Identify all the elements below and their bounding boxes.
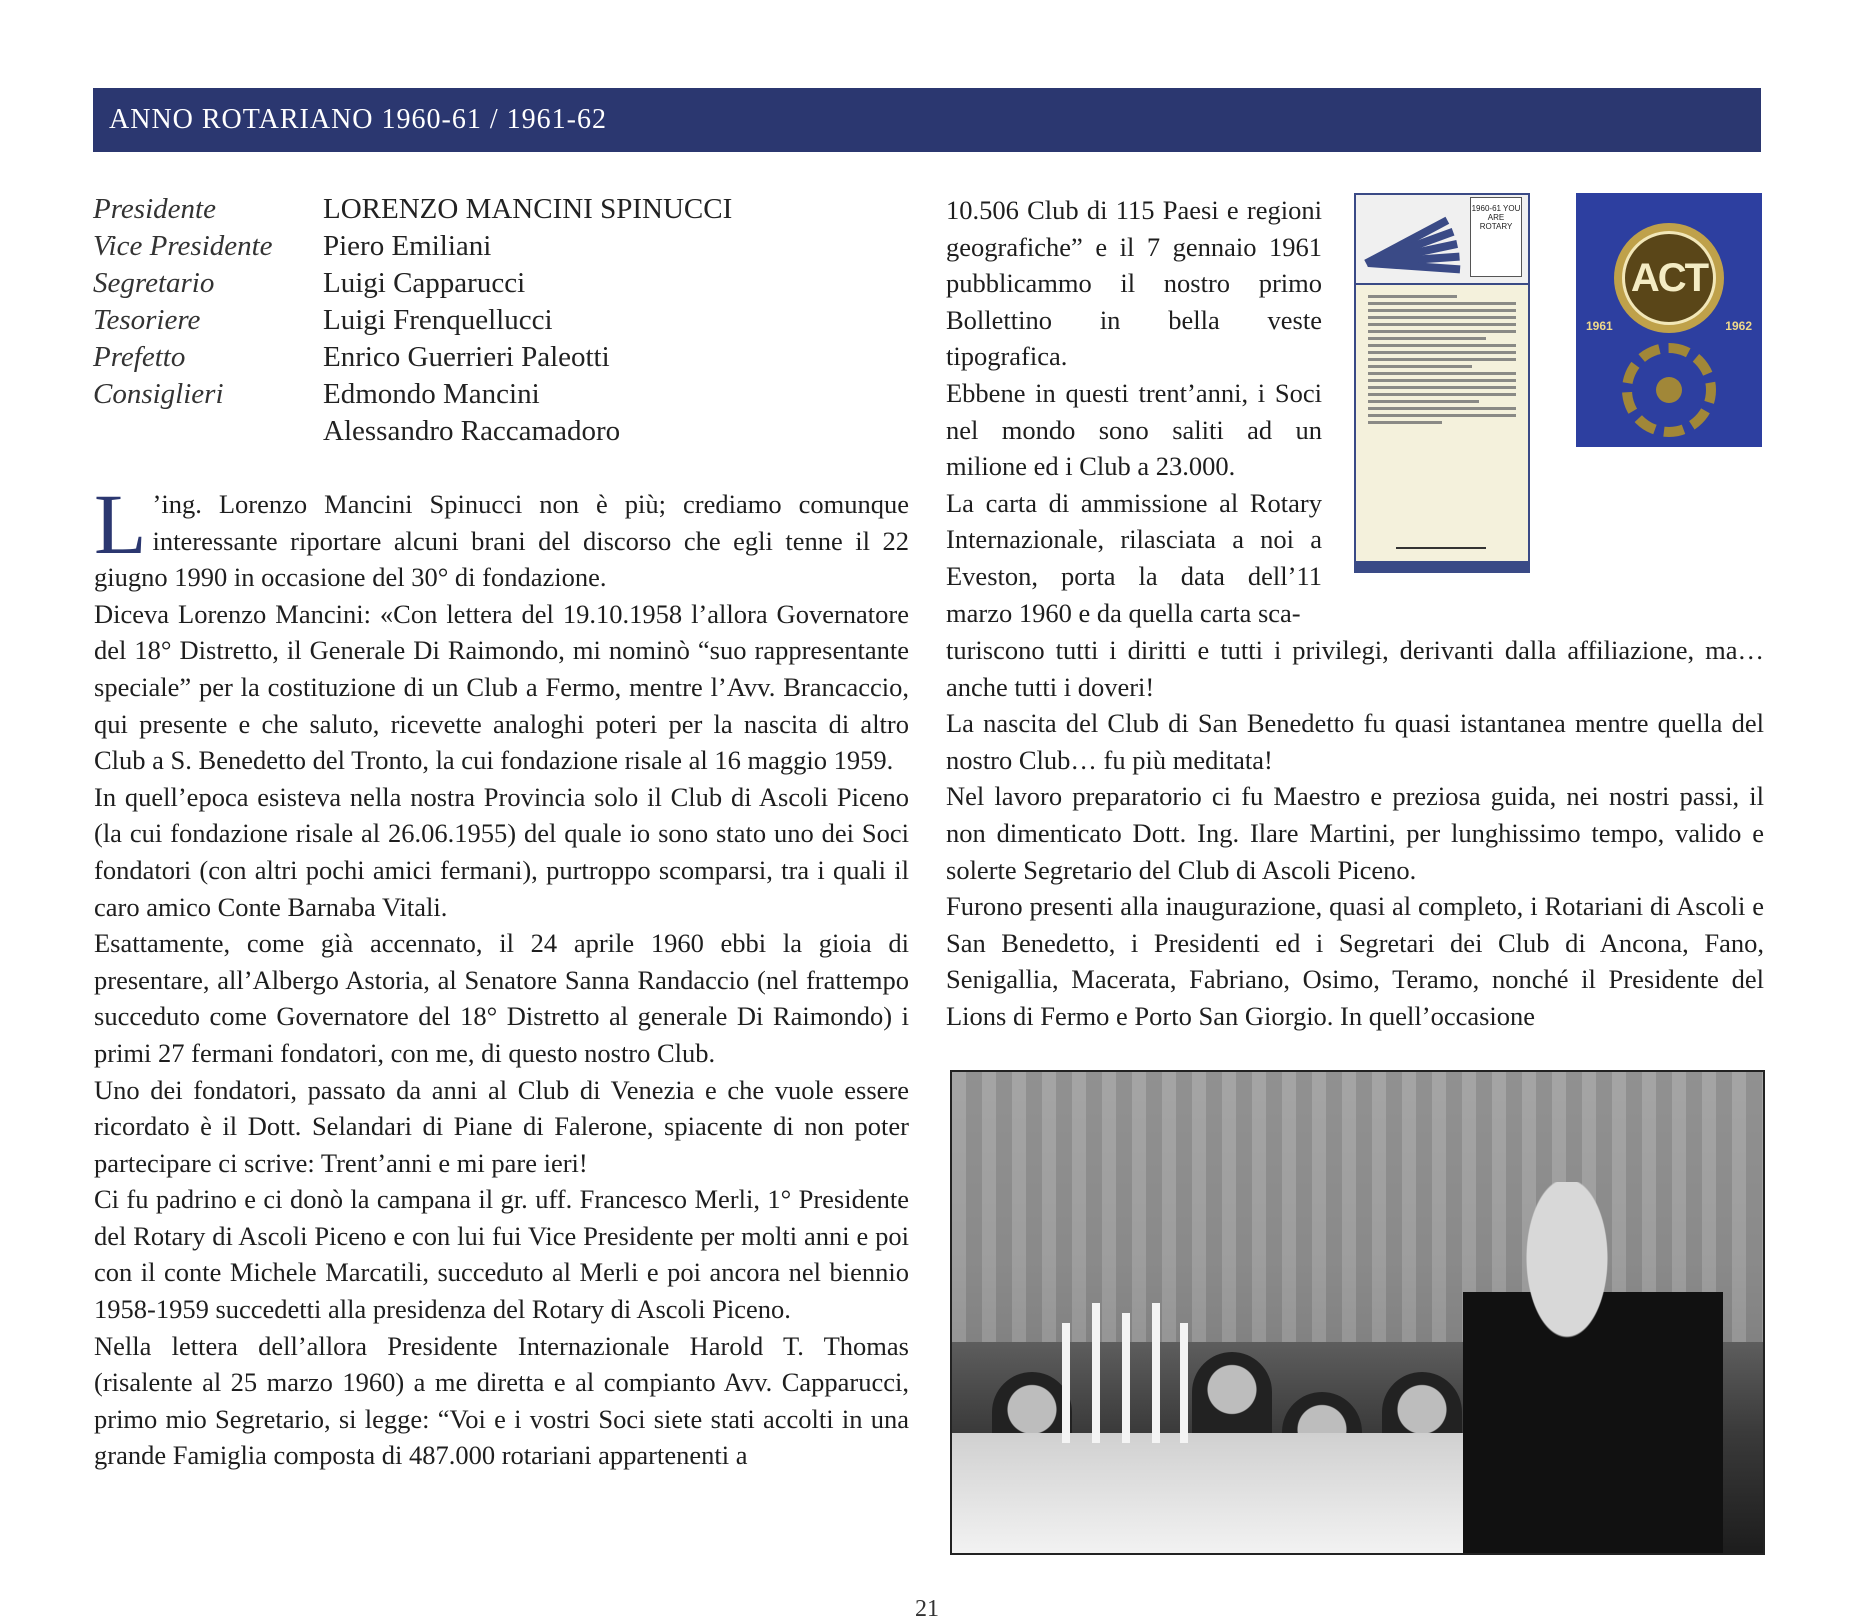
photo-candle: [1122, 1313, 1130, 1443]
paragraph: turiscono tutti i diritti e tutti i privilegi, derivanti dalla affiliazione, ma… anche tutti i doveri!: [946, 635, 1764, 702]
drop-cap: L: [94, 476, 147, 572]
paragraph: Nella lettera dell’allora Presidente Internazionale Harold T. Thomas (risalente al 25 marzo 1960) a me diretta e al compianto Avv. Capparucci, primo mio Segretario, si legge: “Voi e i vostri Soci siete stati accolti in una grande Famiglia composta di 487.000 rotariani appartenenti a: [94, 1330, 909, 1471]
left-text-column: [94, 476, 909, 1474]
banquet-photo: [950, 1070, 1765, 1555]
bulletin-letter-image: [1354, 193, 1530, 573]
photo-table: [952, 1433, 1512, 1553]
signature-icon: [1396, 527, 1486, 549]
paragraph: 10.506 Club di 115 Paesi e regioni geografiche” e il 7 gennaio 1961 pubblicammo il nostro primo Bollettino in bella veste tipografica.: [946, 195, 1322, 372]
section-title: ANNO ROTARIANO 1960-61 / 1961-62: [109, 104, 607, 135]
photo-candle: [1180, 1323, 1188, 1443]
officer-role: Consiglieri: [93, 378, 224, 410]
paragraph: Ci fu padrino e ci donò la campana il gr. uff. Francesco Merli, 1° Presidente del Rotary di Ascoli Piceno e con lui fui Vice Presidente per molti anni e poi con il conte Michele Marcatili, succeduto al Merli e poi ancora nel biennio 1958-1959 succedetti alla presidenza del Rotary di Ascoli Piceno.: [94, 1184, 909, 1325]
photo-candle: [1152, 1303, 1160, 1443]
paragraph: La carta di ammissione al Rotary Internazionale, rilasciata a noi a Eveston, porta la data dell’11 marzo 1960 e da quella carta sca-: [946, 487, 1322, 628]
paragraph: Esattamente, come già accennato, il 24 aprile 1960 ebbi la gioia di presentare, all’Albergo Astoria, al Senatore Sanna Randaccio (nel frattempo succeduto come Governatore del 18° Distretto al generale Di Raimondo) i primi 27 fermani fondatori, con me, di questo nostro Club.: [94, 928, 909, 1068]
paragraph: Diceva Lorenzo Mancini: «Con lettera del 19.10.1958 l’allora Governatore del 18° Distretto, il Generale Di Raimondo, mi nominò “suo rappresentante speciale” per la costituzione di un Club a Fermo, mentre l’Avv. Brancaccio, qui presente e che saluto, ricevette analoghi poteri per la nascita di altro Club a S. Benedetto del Tronto, la cui fondazione risale al 16 maggio 1959.: [94, 598, 909, 776]
bulletin-footer-bar: [1356, 561, 1528, 571]
paragraph: Furono presenti alla inaugurazione, quasi al completo, i Rotariani di Ascoli e San Benedetto, i Presidenti ed i Segretari dei Club di Ancona, Fano, Senigallia, Macerata, Fabriano, Osimo, Teramo, nonché il Presidente del Lions di Fermo e Porto San Giorgio. In quell’occasione: [946, 891, 1764, 1031]
officer-role: Tesoriere: [93, 304, 201, 336]
officer-role: Vice Presidente: [93, 230, 273, 262]
booklet-fan-icon: [1368, 211, 1464, 267]
paragraph: In quell’epoca esisteva nella nostra Provincia solo il Club di Ascoli Piceno (la cui fondazione risale al 26.06.1955) del quale io sono stato uno dei Soci fondatori (con altri pochi amici fermani), purtroppo scomparsi, tra i quali il caro amico Conte Barnaba Vitali.: [94, 781, 909, 922]
act-logo-text: ACT: [1630, 255, 1708, 300]
act-emblem-inner: [1622, 231, 1716, 325]
paragraph: La nascita del Club di San Benedetto fu quasi istantanea mentre quella del nostro Club… fu più meditata!: [946, 708, 1764, 775]
officer-role: Prefetto: [93, 341, 186, 373]
act-year-right: 1962: [1725, 319, 1752, 333]
paragraph: Ebbene in questi trent’anni, i Soci nel mondo sono saliti ad un milione ed i Club a 23.000.: [946, 377, 1322, 482]
booklet-cover: 1960-61 YOU ARE ROTARY: [1470, 197, 1522, 277]
section-header-bar: [93, 88, 1761, 152]
photo-speaker: [1463, 1182, 1723, 1555]
officer-role: Segretario: [93, 267, 215, 299]
paragraph: [94, 476, 909, 596]
paragraph-text: ’ing. Lorenzo Mancini Spinucci non è più; crediamo comunque interessante riportare alcuni brani del discorso che egli tenne il 22 giugno 1990 in occasione del 30° di fondazione.: [94, 489, 909, 593]
page-number: 21: [915, 1596, 939, 1622]
photo-candle: [1092, 1303, 1100, 1443]
officer-name: Piero Emiliani: [323, 230, 492, 262]
right-text-column-top: [946, 192, 1322, 631]
paragraph: Nel lavoro preparatorio ci fu Maestro e preziosa guida, nei nostri passi, il non dimenticato Dott. Ing. Ilare Martini, per lunghissimo tempo, valido e solerte Segretario del Club di Ascoli Piceno.: [946, 781, 1764, 885]
officer-role: Presidente: [93, 193, 216, 225]
rotary-wheel-icon: [1622, 343, 1716, 437]
officer-name: Alessandro Raccamadoro: [323, 415, 621, 447]
officer-name: Luigi Capparucci: [323, 267, 526, 299]
act-year-left: 1961: [1586, 319, 1613, 333]
photo-candle: [1062, 1323, 1070, 1443]
officer-name: LORENZO MANCINI SPINUCCI: [323, 193, 733, 225]
officers-list: [93, 192, 893, 449]
officer-name: Enrico Guerrieri Paleotti: [323, 341, 610, 373]
officer-role: [93, 414, 323, 449]
officer-name: Luigi Frenquellucci: [323, 304, 553, 336]
act-logo: [1576, 193, 1762, 447]
officer-name: Edmondo Mancini: [323, 378, 540, 410]
right-text-column-bottom: [946, 632, 1764, 1035]
act-emblem: [1614, 223, 1724, 333]
letter-body-lines: [1356, 285, 1528, 438]
paragraph: Uno dei fondatori, passato da anni al Club di Venezia e che vuole essere ricordato è il Dott. Selandari di Piane di Falerone, spiacente di non poter partecipare ci scrive: Trent’anni e mi pare ieri!: [94, 1074, 909, 1178]
bulletin-header: [1356, 195, 1528, 285]
